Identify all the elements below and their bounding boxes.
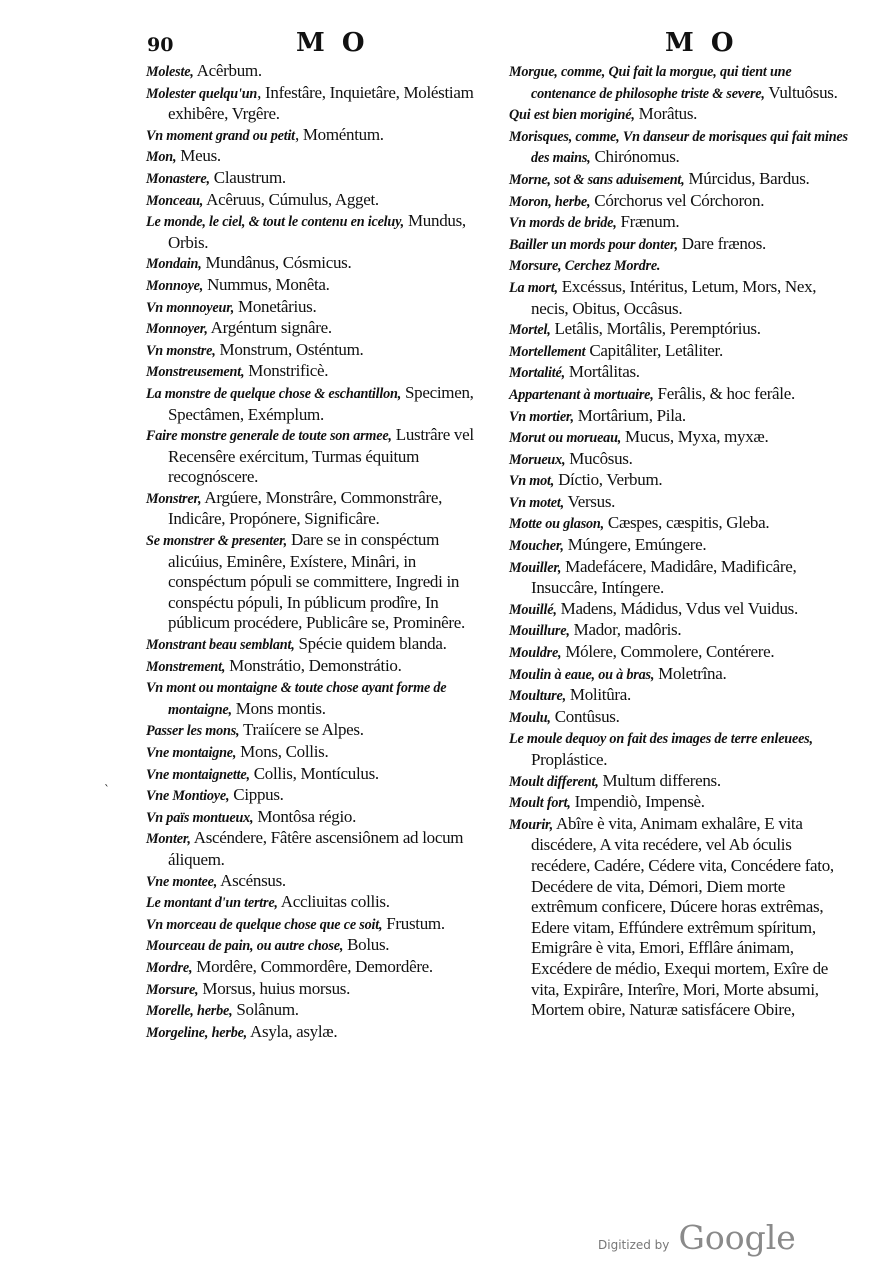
- dictionary-entry: [509, 492, 852, 514]
- dictionary-entry: [509, 557, 852, 599]
- dictionary-entry: [146, 807, 490, 829]
- entry-headword: Moult fort,: [509, 795, 571, 812]
- entry-headword: Moulin à eaue, ou à bras,: [509, 666, 655, 683]
- entry-headword: Vn motet,: [509, 494, 564, 511]
- dictionary-entry: [146, 318, 490, 340]
- dictionary-entry: [509, 792, 852, 814]
- dictionary-entry: [146, 720, 490, 742]
- entry-headword: La mort,: [509, 279, 558, 296]
- dictionary-entry: [509, 470, 852, 492]
- dictionary-entry: [509, 126, 852, 169]
- entry-headword: Faire monstre generale de toute son armee,: [146, 428, 392, 445]
- entry-definition: Dare frænos.: [677, 233, 766, 253]
- entry-headword: Mouillé,: [509, 601, 557, 618]
- entry-definition: Mons, Collis.: [236, 742, 329, 761]
- entry-definition: Molitûra.: [565, 685, 631, 705]
- entry-headword: Le moule dequoy on fait des images de terre enleuees,: [509, 731, 813, 748]
- entry-headword: Qui est bien moriginé,: [509, 107, 635, 124]
- entry-headword: Vne montaignette,: [146, 766, 250, 783]
- entry-definition: Morsus, huius morsus.: [198, 978, 351, 998]
- entry-headword: Vn morceau de quelque chose que ce soit,: [146, 916, 383, 933]
- entry-definition: Collis, Montículus.: [249, 763, 379, 783]
- entry-definition: Díctio, Verbum.: [554, 470, 663, 490]
- entry-definition: Argúere, Monstrâre, Commonstrâre, Indicâre, Propónere, Significâre.: [168, 487, 443, 529]
- entry-definition: Mador, madôris.: [569, 620, 682, 640]
- entry-definition: Chirónomus.: [590, 147, 680, 167]
- dictionary-entry: [509, 406, 852, 428]
- dictionary-entry: [146, 125, 490, 147]
- entry-definition: Acêrbum.: [193, 61, 262, 80]
- entry-definition: Cæspes, cæspitis, Gleba.: [603, 513, 770, 533]
- entry-headword: Vn mords de bride,: [509, 215, 617, 232]
- entry-definition: , Infestâre, Inquietâre, Moléstiam exhibêre, Vrgêre.: [168, 82, 474, 124]
- entry-headword: Vn monstre,: [146, 342, 216, 359]
- dictionary-entry: [509, 535, 852, 557]
- entry-definition: Multum differens.: [598, 770, 721, 790]
- entry-headword: Morelle, herbe,: [146, 1003, 233, 1020]
- entry-headword: Se monstrer & presenter,: [146, 533, 288, 550]
- entry-definition: Frænum.: [616, 212, 680, 232]
- entry-headword: Le monde, le ciel, & tout le contenu en iceluy,: [146, 214, 405, 231]
- entry-definition: Mortârium, Pila.: [573, 405, 686, 425]
- dictionary-entry: [509, 319, 852, 341]
- dictionary-entry: [509, 277, 852, 319]
- entry-definition: Lustrâre vel Recensêre exércitum, Turmas équitum recognóscere.: [168, 425, 474, 487]
- entry-definition: Abîre è vita, Animam exhalâre, E vita discédere, A vita recédere, vel Ab óculis recédere, Cadére, Cédere vita, Concédere fato, Decédere de vita, Démori, Diem morte extrêmum conficere, Dúcere horas extrêmas, Edere vitam, Effúndere extrêmum spíritum, Emigrâre è vita, Emori, Efflâre ánimam, Excédere de médio, Exequi mortem, Exîre de vita, Expirâre, Interîre, Mori, Morte absumi, Mortem obire, Naturæ satisfácere Obire,: [531, 813, 834, 1020]
- entry-definition: Mundus, Orbis.: [168, 211, 466, 252]
- entry-definition: Ferâlis, & hoc ferâle.: [653, 383, 795, 403]
- dictionary-entry: [509, 728, 852, 770]
- entry-headword: Mouldre,: [509, 645, 562, 662]
- dictionary-entry: [146, 634, 490, 656]
- left-column: [146, 61, 490, 1043]
- entry-definition: Cippus.: [229, 785, 284, 805]
- running-head-right: M O: [665, 28, 738, 58]
- entry-headword: Mordre,: [146, 959, 193, 976]
- entry-headword: Mortel,: [509, 322, 551, 339]
- dictionary-entry: [146, 1000, 490, 1022]
- entry-headword: Moucher,: [509, 538, 564, 555]
- entry-headword: Mourceau de pain, ou autre chose,: [146, 938, 344, 955]
- entry-definition: Morâtus.: [634, 104, 698, 124]
- entry-headword: La monstre de quelque chose & eschantillon,: [146, 385, 402, 402]
- digitized-footer: [598, 1218, 796, 1257]
- entry-headword: Mourir,: [509, 816, 553, 833]
- dictionary-entry: [509, 513, 852, 535]
- entry-headword: Vn païs montueux,: [146, 809, 254, 826]
- entry-headword: Monceau,: [146, 192, 204, 209]
- entry-headword: Moulture,: [509, 688, 566, 705]
- dictionary-entry: [146, 530, 490, 634]
- dictionary-entry: [509, 664, 852, 686]
- entry-definition: Mortâlitas.: [564, 362, 640, 382]
- entry-headword: Mouiller,: [509, 559, 562, 576]
- entry-definition: Letâlis, Mortâlis, Peremptórius.: [550, 319, 761, 339]
- dictionary-entry: [509, 449, 852, 471]
- entry-headword: Mondain,: [146, 256, 202, 273]
- entry-headword: Mouillure,: [509, 623, 570, 640]
- dictionary-entry: [146, 361, 490, 383]
- dictionary-entry: [146, 340, 490, 362]
- entry-definition: Specimen, Spectâmen, Exémplum.: [168, 382, 474, 424]
- dictionary-entry: [509, 104, 852, 126]
- dictionary-entry: [509, 685, 852, 707]
- dictionary-entry: [509, 169, 852, 191]
- right-column: [509, 61, 852, 1021]
- entry-headword: Monstreusement,: [146, 364, 245, 381]
- entry-headword: Monnoyer,: [146, 321, 208, 338]
- dictionary-entry: [509, 620, 852, 642]
- dictionary-entry: [146, 914, 490, 936]
- dictionary-entry: [146, 83, 490, 125]
- entry-definition: Montôsa régio.: [253, 806, 357, 826]
- dictionary-entry: [509, 707, 852, 729]
- entry-definition: Múrcidus, Bardus.: [684, 168, 810, 188]
- dictionary-entry: [146, 656, 490, 678]
- dictionary-entry: [146, 297, 490, 319]
- entry-definition: Nummus, Monêta.: [203, 274, 330, 294]
- dictionary-entry: [509, 234, 852, 256]
- entry-definition: Monstrum, Osténtum.: [215, 339, 364, 359]
- dictionary-entry: [509, 599, 852, 621]
- entry-headword: Motte ou glason,: [509, 516, 604, 533]
- dictionary-entry: [146, 892, 490, 914]
- dictionary-entry: [146, 1022, 490, 1044]
- entry-definition: Mordêre, Commordêre, Demordêre.: [192, 956, 433, 976]
- entry-definition: Moletrîna.: [654, 663, 727, 683]
- entry-definition: Proplástice.: [531, 750, 608, 769]
- dictionary-entry: [146, 785, 490, 807]
- dictionary-entry: [146, 764, 490, 786]
- entry-definition: Spécie quidem blanda.: [294, 634, 447, 654]
- entry-headword: Morsure,: [146, 981, 199, 998]
- entry-headword: Le montant d'un tertre,: [146, 895, 278, 912]
- entry-definition: Excéssus, Intéritus, Letum, Mors, Nex, necis, Obitus, Occâsus.: [531, 276, 817, 318]
- entry-definition: Traiícere se Alpes.: [239, 720, 364, 740]
- entry-headword: Morueux,: [509, 451, 566, 468]
- entry-headword: Morne, sot & sans aduisement,: [509, 171, 685, 188]
- google-logo: Google: [678, 1218, 796, 1257]
- dictionary-entry: [146, 211, 490, 253]
- entry-definition: Claustrum.: [209, 167, 286, 187]
- entry-definition: Dare se in conspéctum alicúius, Eminêre, Exístere, Minâri, in conspéctum pópuli se committere, Ingredi in conspéctu pópuli, In públicum prodîre, In públicum procédere, Publicâre se, Prominêre.: [168, 530, 465, 633]
- entry-headword: Monnoye,: [146, 277, 204, 294]
- dictionary-entry: [509, 212, 852, 234]
- entry-headword: Monastere,: [146, 170, 210, 187]
- entry-definition: Mólere, Commolere, Contérere.: [561, 642, 775, 662]
- entry-headword: Moulu,: [509, 709, 551, 726]
- entry-headword: Moron, herbe,: [509, 193, 591, 210]
- dictionary-entry: [146, 957, 490, 979]
- entry-headword: Moult different,: [509, 773, 599, 790]
- entry-definition: Monstrátio, Demonstrátio.: [225, 655, 402, 675]
- entry-definition: Múngere, Emúngere.: [563, 535, 707, 555]
- entry-definition: Mundânus, Cósmicus.: [201, 253, 352, 273]
- entry-headword: Vne Montioye,: [146, 788, 230, 805]
- dictionary-entry: [509, 255, 852, 277]
- entry-headword: Morgue, comme, Qui fait la morgue, qui tient une contenance de philosophe triste & severe,: [509, 64, 792, 102]
- dictionary-entry: [146, 828, 490, 870]
- entry-definition: Monstrificè.: [244, 361, 329, 381]
- dictionary-entry: [146, 935, 490, 957]
- entry-headword: Mon,: [146, 149, 177, 166]
- stray-mark: ˋ: [104, 783, 110, 797]
- dictionary-entry: [509, 362, 852, 384]
- dictionary-entry: [146, 425, 490, 488]
- entry-definition: Frustum.: [382, 913, 445, 933]
- dictionary-entry: [146, 488, 490, 530]
- entry-definition: Solânum.: [232, 1000, 299, 1020]
- entry-headword: Vne montaigne,: [146, 745, 237, 761]
- entry-headword: Monstrer,: [146, 490, 202, 507]
- entry-definition: Ascénsus.: [217, 870, 286, 890]
- dictionary-entry: [146, 677, 490, 720]
- entry-definition: Ascéndere, Fâtêre ascensiônem ad locum áliquem.: [168, 828, 464, 869]
- entry-headword: Monstrant beau semblant,: [146, 637, 295, 654]
- entry-headword: Vn mont ou montaigne & toute chose ayant forme de montaigne,: [146, 680, 447, 718]
- dictionary-entry: [146, 146, 490, 168]
- dictionary-entry: [509, 61, 852, 104]
- entry-definition: Bolus.: [343, 935, 390, 955]
- entry-headword: Morut ou morueau,: [509, 430, 622, 447]
- dictionary-entry: [509, 814, 852, 1021]
- entry-definition: Impendiò, Impensè.: [570, 792, 705, 812]
- entry-definition: Accliuitas collis.: [277, 892, 390, 912]
- entry-definition: , Moméntum.: [294, 124, 384, 144]
- entry-definition: Madefácere, Madidâre, Madificâre, Insuccâre, Intíngere.: [531, 556, 797, 598]
- dictionary-entry: [146, 871, 490, 893]
- entry-headword: Vne montee,: [146, 873, 218, 890]
- dictionary-entry: [509, 191, 852, 213]
- entry-definition: Meus.: [176, 146, 221, 166]
- entry-definition: Argéntum signâre.: [207, 318, 332, 338]
- entry-headword: Vn mortier,: [509, 408, 574, 425]
- entry-definition: Acêruus, Cúmulus, Agget.: [203, 189, 379, 209]
- running-head-left: M O: [296, 28, 369, 58]
- dictionary-entry: [509, 771, 852, 793]
- entry-headword: Appartenant à mortuaire,: [509, 386, 654, 403]
- entry-headword: Monter,: [146, 831, 191, 848]
- entry-definition: Mucôsus.: [565, 448, 633, 468]
- entry-headword: Mortalité,: [509, 365, 565, 382]
- entry-definition: Mons montis.: [231, 698, 326, 718]
- digitized-label: Digitized by: [598, 1238, 670, 1252]
- entry-definition: Contûsus.: [550, 706, 620, 726]
- entry-headword: Vn mot,: [509, 473, 555, 490]
- entry-definition: Vultuôsus.: [764, 82, 838, 102]
- entry-definition: Monetârius.: [234, 296, 317, 316]
- entry-definition: Asyla, asylæ.: [247, 1021, 338, 1041]
- entry-headword: Vn monnoyeur,: [146, 299, 235, 316]
- entry-definition: Mucus, Myxa, myxæ.: [621, 427, 769, 447]
- entry-headword: Mortellement: [509, 343, 586, 360]
- entry-headword: Morisques, comme, Vn danseur de morisques qui fait mines des mains,: [509, 128, 848, 167]
- dictionary-entry: [146, 61, 490, 83]
- dictionary-entry: [509, 427, 852, 449]
- entry-headword: Moleste,: [146, 64, 194, 80]
- entry-definition: Capitâliter, Letâliter.: [585, 340, 723, 360]
- dictionary-entry: [146, 742, 490, 764]
- entry-headword: Morsure, Cerchez Mordre.: [509, 258, 661, 275]
- dictionary-entry: [146, 383, 490, 425]
- entry-headword: Vn moment grand ou petit: [146, 127, 295, 144]
- entry-definition: Madens, Mádidus, Vdus vel Vuidus.: [556, 598, 798, 618]
- page-number: 90: [147, 34, 174, 56]
- dictionary-entry: [146, 168, 490, 190]
- entry-definition: Versus.: [563, 491, 616, 511]
- dictionary-entry: [146, 190, 490, 212]
- dictionary-entry: [509, 341, 852, 363]
- dictionary-entry: [146, 979, 490, 1001]
- dictionary-entry: [509, 642, 852, 664]
- entry-headword: Morgeline, herbe,: [146, 1024, 248, 1041]
- dictionary-entry: [509, 384, 852, 406]
- dictionary-entry: [146, 275, 490, 297]
- entry-headword: Passer les mons,: [146, 723, 240, 740]
- dictionary-entry: [146, 253, 490, 275]
- entry-headword: Molester quelqu'un: [146, 85, 258, 102]
- entry-definition: Córchorus vel Córchoron.: [590, 190, 765, 210]
- entry-headword: Bailler un mords pour donter,: [509, 236, 678, 253]
- entry-headword: Monstrement,: [146, 658, 226, 675]
